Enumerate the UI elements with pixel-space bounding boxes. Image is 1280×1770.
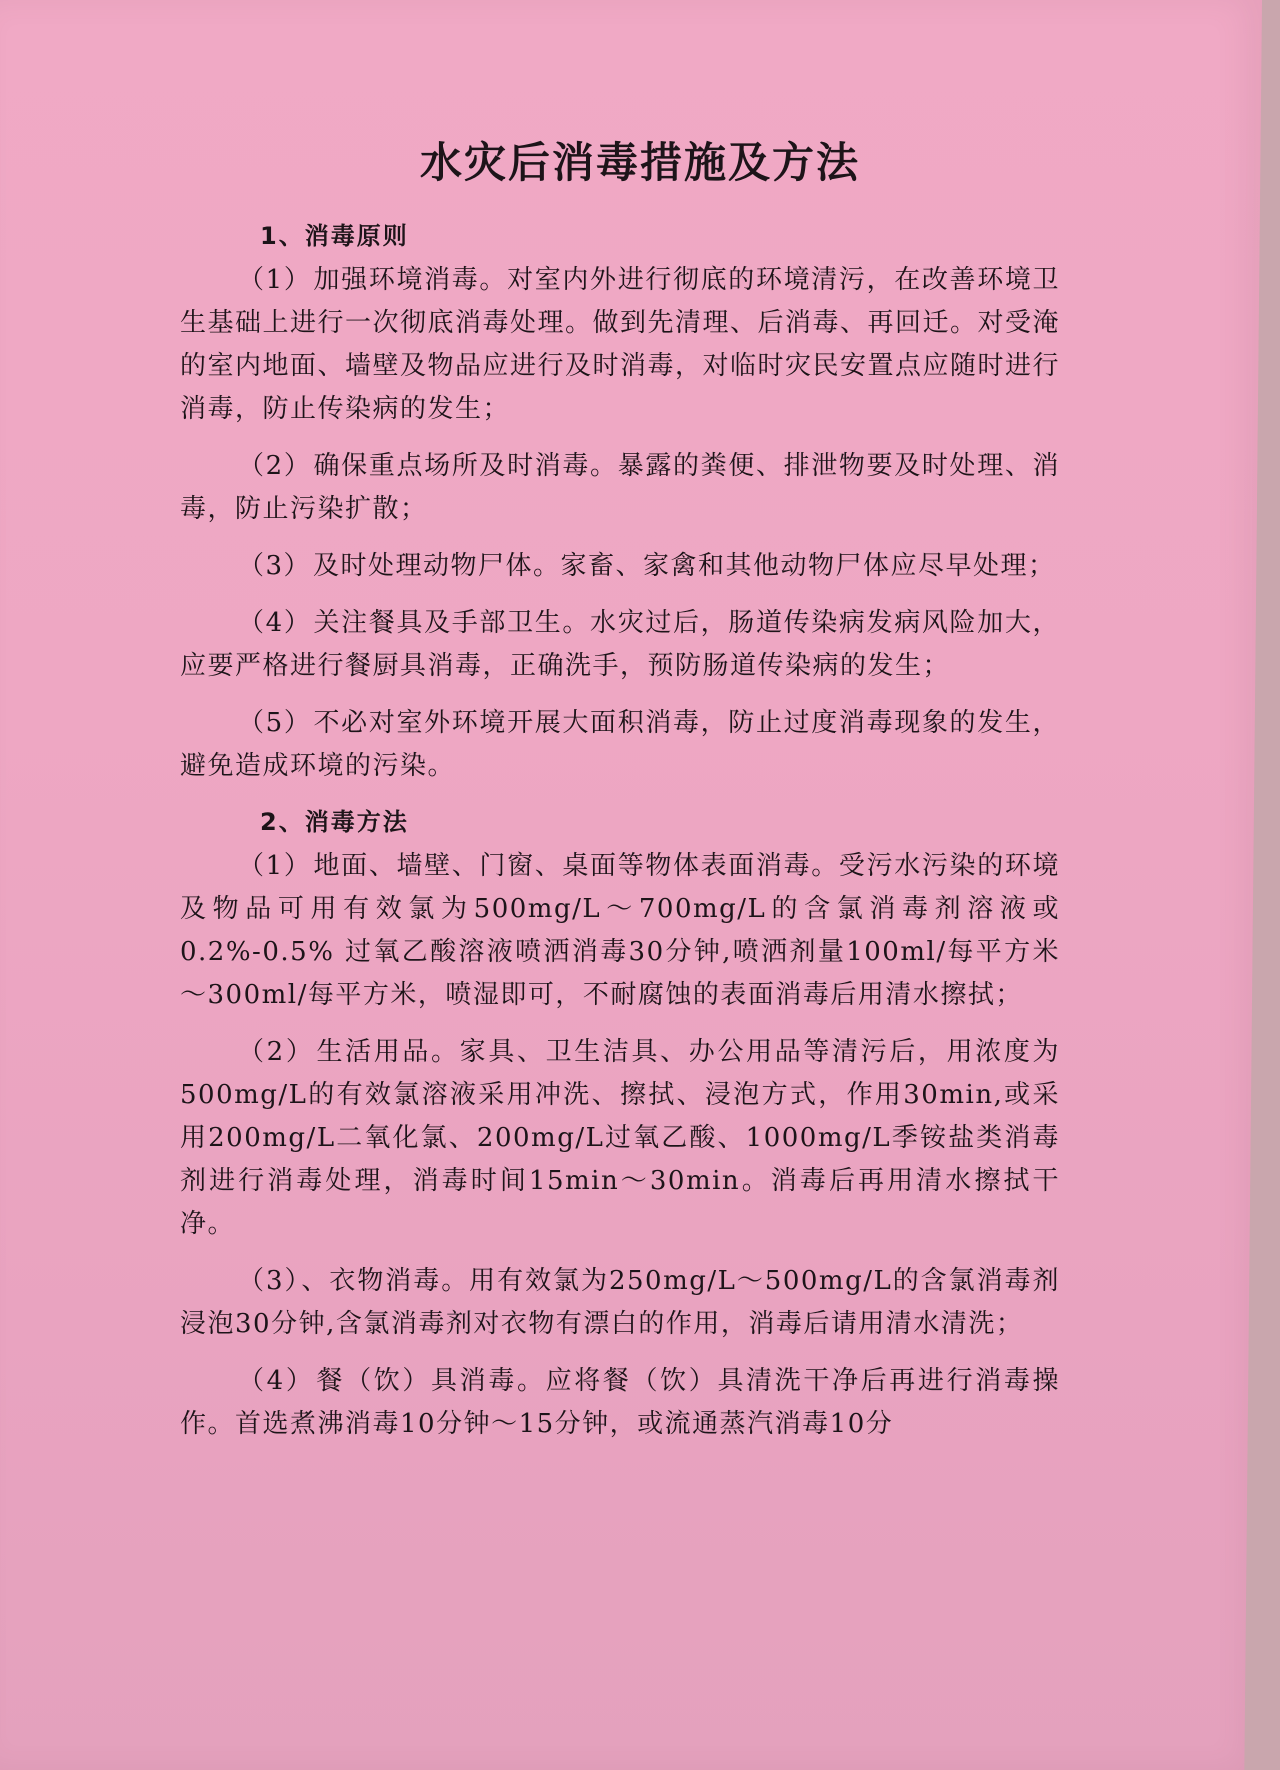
- section-heading-principles: 1、消毒原则: [260, 222, 409, 250]
- paragraph-text: 确保重点场所及时消毒。暴露的粪便、排泄物要及时处理、消毒，防止污染扩散；: [180, 451, 1060, 524]
- paragraph-number: （1）: [238, 851, 312, 881]
- method-paragraph-3: [180, 1260, 1060, 1346]
- principle-paragraph-2: [180, 445, 1060, 531]
- paragraph-number: （3）: [238, 551, 312, 581]
- paragraph-number: （3）: [238, 1266, 300, 1296]
- paragraph-text: 、衣物消毒。用有效氯为250mg/L～500mg/L的含氯消毒剂浸泡30分钟,含氯消毒剂对衣物有漂白的作用，消毒后请用清水清洗；: [180, 1266, 1060, 1339]
- section-heading-methods: 2、消毒方法: [260, 808, 409, 836]
- paragraph-number: （2）: [238, 1037, 315, 1067]
- paragraph-text: 生活用品。家具、卫生洁具、办公用品等清污后，用浓度为500mg/L的有效氯溶液采用冲洗、擦拭、浸泡方式，作用30min,或采用200mg/L二氧化氯、200mg/L过氧乙酸、1000mg/L季铵盐类消毒剂进行消毒处理，消毒时间15min～30min。消毒后再用清水擦拭干净。: [180, 1037, 1060, 1239]
- principle-paragraph-5: [180, 702, 1060, 788]
- paragraph-text: 不必对室外环境开展大面积消毒，防止过度消毒现象的发生，避免造成环境的污染。: [180, 708, 1060, 781]
- method-paragraph-4: [180, 1360, 1060, 1446]
- paragraph-number: （4）: [238, 608, 312, 638]
- paragraph-text: 餐（饮）具消毒。应将餐（饮）具清洗干净后再进行消毒操作。首选煮沸消毒10分钟～15分钟，或流通蒸汽消毒10分: [180, 1366, 1060, 1439]
- principle-paragraph-3: [180, 545, 1060, 588]
- paragraph-text: 关注餐具及手部卫生。水灾过后，肠道传染病发病风险加大，应要严格进行餐厨具消毒，正确洗手，预防肠道传染病的发生；: [180, 608, 1060, 681]
- paragraph-text: 加强环境消毒。对室内外进行彻底的环境清污，在改善环境卫生基础上进行一次彻底消毒处理。做到先清理、后消毒、再回迁。对受淹的室内地面、墙壁及物品应进行及时消毒，对临时灾民安置点应随时进行消毒，防止传染病的发生；: [180, 265, 1061, 424]
- principle-paragraph-4: [180, 602, 1060, 688]
- paragraph-number: （2）: [238, 451, 312, 481]
- document-title: 水灾后消毒措施及方法: [419, 138, 860, 187]
- paragraph-text: 地面、墙壁、门窗、桌面等物体表面消毒。受污水污染的环境及物品可用有效氯为500mg/L～700mg/L的含氯消毒剂溶液或0.2%-0.5% 过氧乙酸溶液喷洒消毒30分钟,喷洒剂量100ml/每平方米～300ml/每平方米，喷湿即可，不耐腐蚀的表面消毒后用清水擦拭；: [180, 851, 1060, 1010]
- paragraph-text: 及时处理动物尸体。家畜、家禽和其他动物尸体应尽早处理；: [313, 551, 1056, 581]
- paragraph-number: （4）: [238, 1366, 315, 1396]
- paragraph-number: （5）: [238, 708, 312, 738]
- method-paragraph-2: [180, 1031, 1060, 1246]
- paragraph-number: （1）: [238, 265, 312, 295]
- method-paragraph-1: [180, 845, 1060, 1017]
- document-page: [180, 130, 1060, 1460]
- principle-paragraph-1: [180, 259, 1060, 431]
